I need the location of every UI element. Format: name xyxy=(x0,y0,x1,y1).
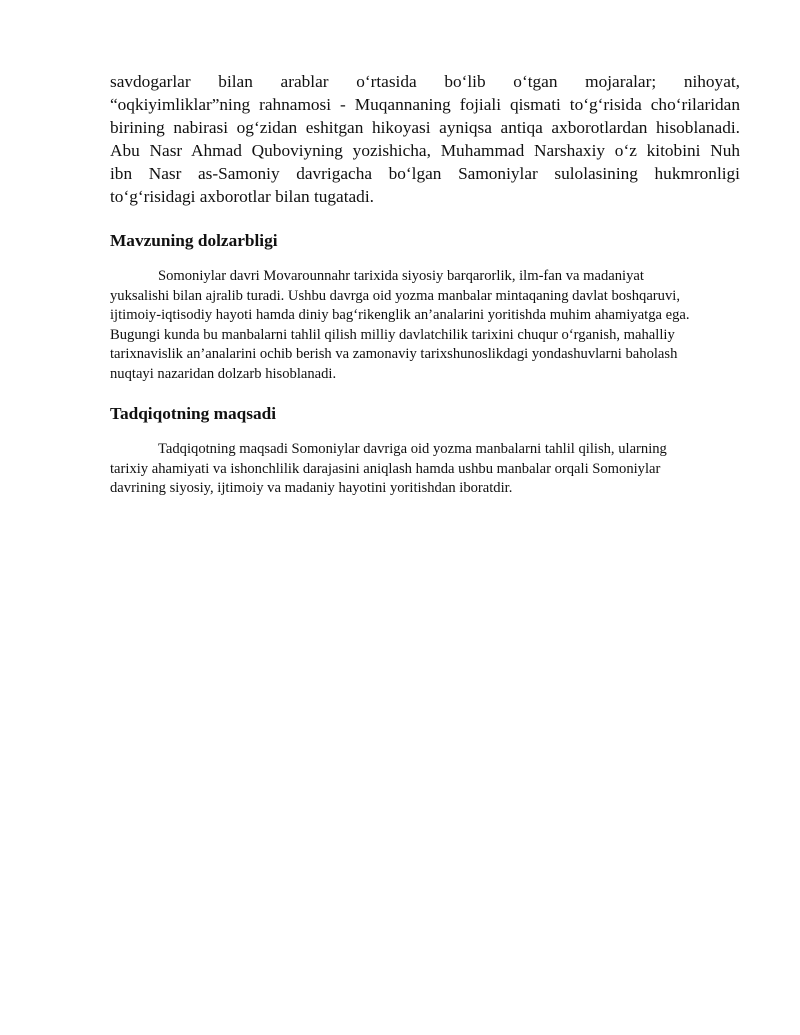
document-page xyxy=(110,70,740,499)
intro-line: “oqkiyimliklar”ning rahnamosi - Muqannaning fojiali qismati to‘g‘risida cho‘rilaridan xyxy=(110,95,740,114)
relevance-line: nuqtayi nazaridan dolzarb hisoblanadi. xyxy=(110,365,337,382)
goal-line: tarixiy ahamiyati va ishonchlilik darajasini aniqlash hamda ushbu manbalar orqali Somoniylar xyxy=(110,460,661,477)
goal-line: Tadqiqotning maqsadi Somoniylar davriga oid yozma manbalarni tahlil qilish, ularning xyxy=(158,441,667,457)
intro-line: ibn Nasr as-Samoniy davrigacha bo‘lgan Samoniylar sulolasining hukmronligi xyxy=(110,164,740,183)
intro-paragraph xyxy=(110,70,740,208)
relevance-line: Bugungi kunda bu manbalarni tahlil qilish milliy davlatchilik tarixini chuqur o‘rganish, mahalliy xyxy=(110,326,675,343)
intro-line: savdogarlar bilan arablar o‘rtasida bo‘lib o‘tgan mojaralar; nihoyat, xyxy=(110,72,740,91)
relevance-paragraph xyxy=(110,267,740,384)
relevance-line: Somoniylar davri Movarounnahr tarixida siyosiy barqarorlik, ilm-fan va madaniyat xyxy=(158,268,644,284)
intro-line: Abu Nasr Ahmad Quboviyning yozishicha, Muhammad Narshaxiy o‘z kitobini Nuh xyxy=(110,141,740,160)
goal-paragraph xyxy=(110,440,740,499)
section-heading-relevance: Mavzuning dolzarbligi xyxy=(110,231,278,250)
relevance-line: ijtimoiy-iqtisodiy hayoti hamda diniy bag‘rikenglik an’analarini yoritishda muhim ahamiyatga ega. xyxy=(110,307,690,323)
intro-line: to‘g‘risidagi axborotlar bilan tugatadi. xyxy=(110,187,374,206)
relevance-line: yuksalishi bilan ajralib turadi. Ushbu davrga oid yozma manbalar mintaqaning davlat boshqaruvi, xyxy=(110,287,680,304)
relevance-line: tarixnavislik an’analarini ochib berish va zamonaviy tarixshunoslikdagi yondashuvlarni baholash xyxy=(110,346,678,362)
goal-line: davrining siyosiy, ijtimoiy va madaniy hayotini yoritishdan iboratdir. xyxy=(110,480,513,496)
section-heading-goal: Tadqiqotning maqsadi xyxy=(110,404,277,423)
intro-line: birining nabirasi og‘zidan eshitgan hikoyasi ayniqsa antiqa axborotlardan hisoblanadi. xyxy=(110,118,740,137)
